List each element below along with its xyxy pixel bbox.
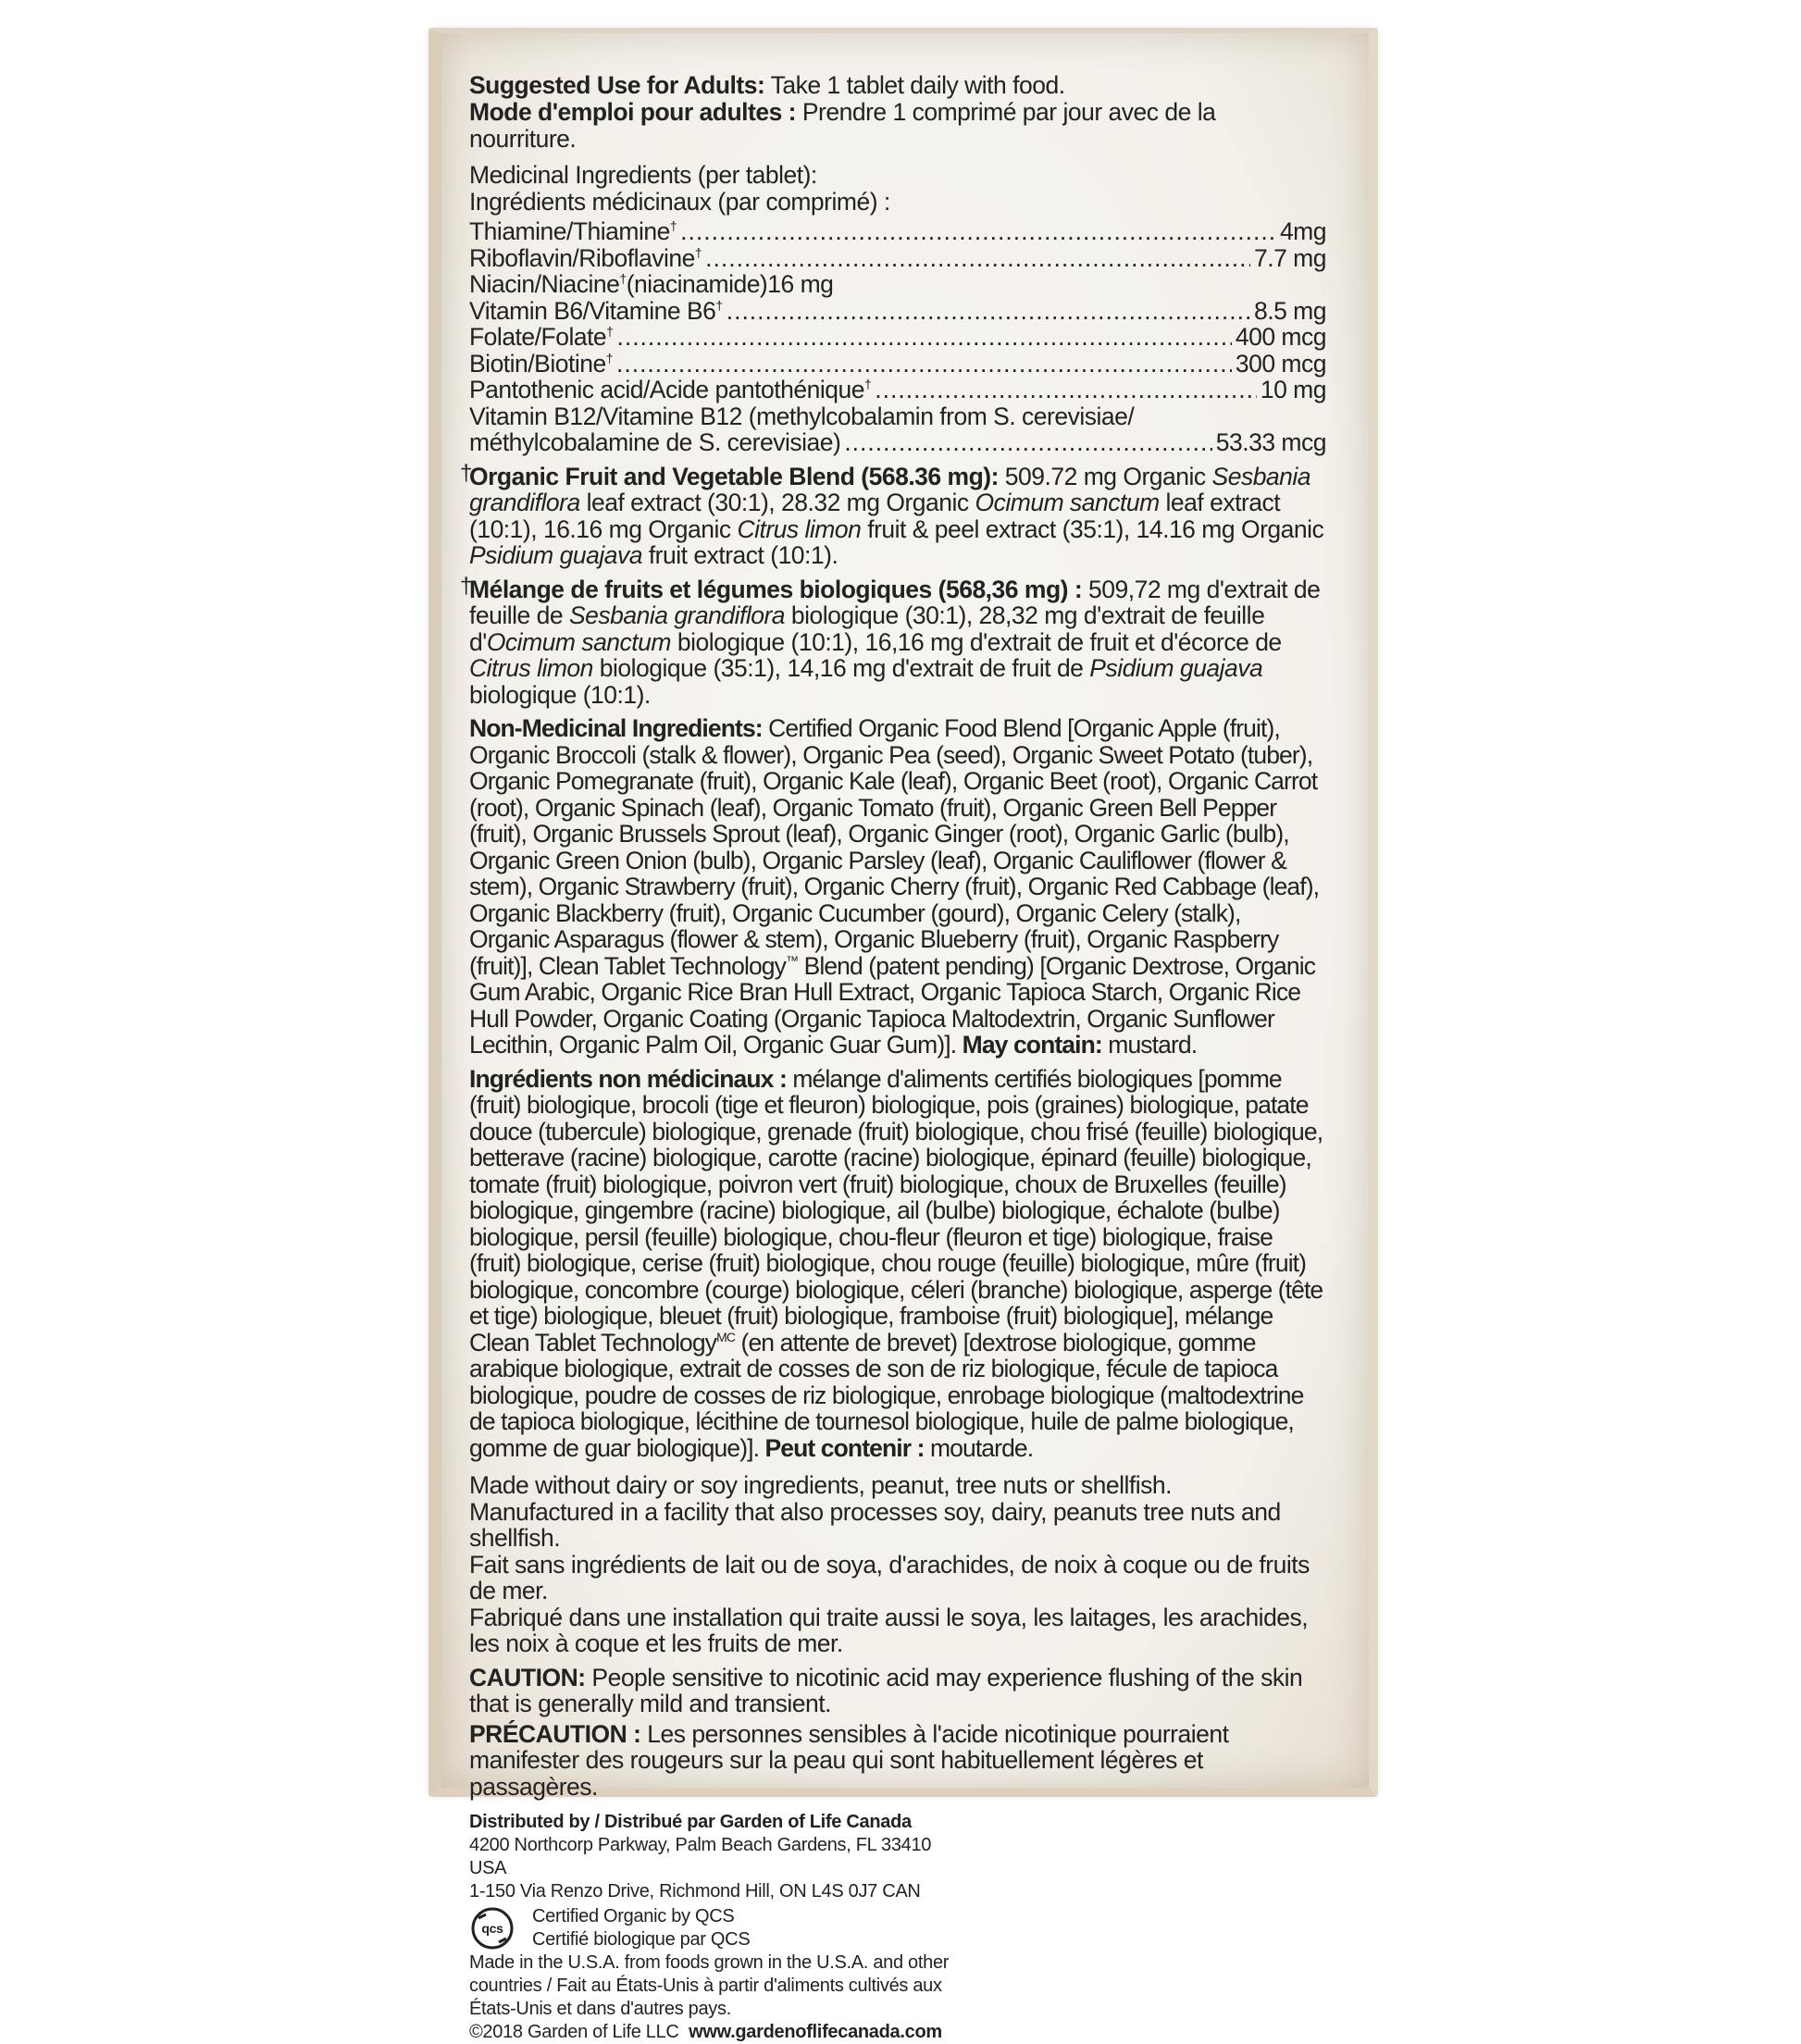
qcs-logo-text: qcs bbox=[481, 1921, 503, 1936]
non-medicinal-en-text: Certified Organic Food Blend [Organic Apple (fruit), Organic Broccoli (stalk & flower), Organic Pea (seed), Organic Sweet Potato (tuber), Organic Pomegranate (fruit), Organic Kale (leaf), Organic Beet (root), Organic Carrot (root), Organic Spinach (leaf), Organic Tomato (fruit), Organic Green Bell Pepper (fruit), Organic Brussels Sprout (leaf), Organic Ginger (root), Organic Garlic (bulb), Organic Green Onion (bulb), Organic Parsley (leaf), Organic Cauliflower (flower & stem), Organic Strawberry (fruit), Organic Cherry (fruit), Organic Red Cabbage (leaf), Organic Blackberry (fruit), Organic Cucumber (gourd), Organic Celery (stalk), Organic Asparagus (flower & stem), Organic Blueberry (fruit), Organic Raspberry (fruit)], Clean Tablet Technology bbox=[469, 714, 1320, 980]
blend-fr-text: 509,72 mg d'extrait de feuille de bbox=[469, 575, 1321, 629]
blend-en-text: fruit extract (10:1). bbox=[641, 541, 838, 569]
blend-fr-text: biologique (10:1), 16,16 mg d'extrait de fruit et d'écorce de bbox=[670, 627, 1282, 656]
supplement-label-panel bbox=[429, 28, 1378, 2042]
dot-leader bbox=[616, 351, 1232, 378]
ingredient-amount: 4mg bbox=[1279, 217, 1326, 245]
ingredient-row bbox=[469, 377, 1326, 403]
non-medicinal-fr-text: (en attente de brevet) [dextrose biologique, gomme arabique biologique, extrait de cosses de son de riz biologique, fécule de tapioca biologique, poudre de cosses de riz biologique, enrobage biologique (maltodextrine de tapioca biologique, lécithine de tournesol biologique, huile de palme biologique, gomme de guar biologique)]. bbox=[469, 1328, 1304, 1462]
botanical-name: Psidium guajava bbox=[1089, 654, 1263, 682]
non-medicinal-en-text: Blend (patent pending) [Organic Dextrose, Organic Gum Arabic, Organic Rice Bran Hull Extract, Organic Tapioca Starch, Organic Rice Hull Powder, Organic Coating (Organic Tapioca Maltodextrin, Organic Sunflower Lecithin, Organic Palm Oil, Organic Guar Gum)]. bbox=[469, 951, 1316, 1059]
dagger-mark: † bbox=[694, 244, 702, 260]
ingredient-name: Niacin/Niacine bbox=[469, 270, 620, 298]
dagger-mark: † bbox=[460, 460, 472, 486]
qcs-certification bbox=[469, 1905, 950, 1951]
may-contain-label: Peut contenir : bbox=[764, 1433, 925, 1462]
caution-en-label: CAUTION: bbox=[469, 1663, 586, 1691]
ingredient-name: Riboflavin/Riboflavine bbox=[469, 243, 695, 272]
dagger-mark: † bbox=[606, 324, 614, 340]
botanical-name: Sesbania grandiflora bbox=[469, 462, 1311, 516]
country-of-origin: Made in the U.S.A. from foods grown in the U.S.A. and other countries / Fait au États-Unis à partir d'aliments cultivés aux États-Unis et dans d'autres pays. bbox=[469, 1952, 950, 2019]
blend-fr-text: biologique (10:1). bbox=[469, 680, 651, 709]
suggested-use-fr-label: Mode d'emploi pour adultes : bbox=[469, 98, 797, 126]
suggested-use-fr bbox=[469, 99, 1326, 153]
distributor-label: Distributed by / Distribué par Garden of Life Canada bbox=[469, 1812, 912, 1832]
ingredient-amount: 10 mg bbox=[1260, 376, 1326, 403]
distributor-address-ca: 1-150 Via Renzo Drive, Richmond Hill, ON L4S 0J7 CAN bbox=[469, 1881, 921, 1902]
dot-leader bbox=[705, 245, 1250, 272]
allergen-line: Made without dairy or soy ingredients, peanut, tree nuts or shellfish. bbox=[469, 1471, 1172, 1499]
caution-fr-label: PRÉCAUTION : bbox=[469, 1719, 641, 1748]
non-medicinal-fr-text: mélange d'aliments certifiés biologiques [pomme (fruit) biologique, brocoli (tige et fleuron) biologique, pois (graines) biologique, patate douce (tubercule) biologique, grenade (fruit) biologique, chou frisé (feuille) biologique, betterave (racine) biologique, carotte (racine) biologique, épinard (feuille) biologique, tomate (fruit) biologique, poivron vert (fruit) biologique, choux de Bruxelles (feuille) biologique, gingembre (racine) biologique, ail (bulbe) biologique, échalote (bulbe) biologique, persil (feuille) biologique, chou-fleur (fleuron et tige) biologique, fraise (fruit) biologique, cerise (fruit) biologique, chou rouge (feuille) biologique, mûre (fruit) biologique, concombre (courge) biologique, céleri (branche) biologique, asperge (tête et tige) biologique, bleuet (fruit) biologique, framboise (fruit) biologique], mélange Clean Tablet Technology bbox=[469, 1064, 1323, 1356]
ingredient-name: Folate/Folate bbox=[469, 323, 607, 351]
organic-blend-fr bbox=[460, 573, 1326, 709]
botanical-name: Ocimum sanctum bbox=[486, 627, 671, 656]
suggested-use bbox=[469, 72, 1326, 153]
ingredient-amount: 53.33 mcg bbox=[1215, 428, 1326, 456]
footer-line bbox=[469, 2021, 950, 2044]
may-contain-label: May contain: bbox=[962, 1031, 1102, 1059]
trademark-mark: MC bbox=[716, 1329, 736, 1344]
dot-leader bbox=[616, 324, 1231, 351]
distributor-info bbox=[469, 1811, 950, 2044]
dot-leader bbox=[680, 218, 1276, 245]
ingredient-amount: (niacinamide)16 mg bbox=[626, 270, 834, 298]
certified-fr: Certifié biologique par QCS bbox=[532, 1929, 751, 1950]
copyright-text: ©2018 Garden of Life LLC bbox=[469, 2022, 679, 2042]
blend-en-text: leaf extract (30:1), 28.32 mg Organic bbox=[579, 489, 975, 516]
ingredient-amount: 7.7 mg bbox=[1253, 243, 1326, 272]
medicinal-heading-en: Medicinal Ingredients (per tablet): bbox=[469, 161, 817, 189]
distributor-address-us: 4200 Northcorp Parkway, Palm Beach Gardens, FL 33410 USA bbox=[469, 1835, 932, 1878]
suggested-use-en-text: Take 1 tablet daily with food. bbox=[764, 71, 1065, 99]
botanical-name: Citrus limon bbox=[737, 514, 862, 543]
ingredient-row bbox=[469, 324, 1326, 351]
ingredient-row bbox=[469, 245, 1326, 272]
ingredient-amount: 300 mcg bbox=[1235, 349, 1326, 378]
botanical-name: Sesbania grandiflora bbox=[568, 601, 786, 629]
allergen-line: Manufactured in a facility that also processes soy, dairy, peanuts tree nuts and shellfish. bbox=[469, 1497, 1281, 1552]
may-contain-text: mustard. bbox=[1101, 1031, 1198, 1059]
botanical-name: Citrus limon bbox=[469, 654, 593, 682]
blend-en-text: 509.72 mg Organic bbox=[998, 462, 1212, 490]
blend-en-label: Organic Fruit and Vegetable Blend (568.36 mg): bbox=[469, 462, 999, 490]
medicinal-heading-fr: Ingrédients médicinaux (par comprimé) : bbox=[469, 187, 890, 216]
ingredient-name: méthylcobalamine de S. cerevisiae) bbox=[469, 428, 841, 456]
ingredient-row bbox=[469, 218, 1326, 245]
non-medicinal-fr-label: Ingrédients non médicinaux : bbox=[469, 1064, 787, 1093]
ingredient-name: Vitamin B6/Vitamine B6 bbox=[469, 296, 716, 325]
qcs-text bbox=[532, 1905, 750, 1951]
botanical-name: Psidium guajava bbox=[469, 541, 642, 569]
non-medicinal-en-label: Non-Medicinal Ingredients: bbox=[469, 714, 763, 742]
caution-fr bbox=[469, 1721, 1326, 1801]
blend-fr-label: Mélange de fruits et légumes biologiques (568,36 mg) : bbox=[469, 575, 1083, 603]
dagger-mark: † bbox=[605, 350, 613, 365]
website-link[interactable]: www.gardenoflifecanada.com bbox=[689, 2022, 942, 2042]
non-medicinal-fr bbox=[469, 1066, 1326, 1462]
suggested-use-en bbox=[469, 72, 1326, 99]
ingredient-row bbox=[469, 429, 1326, 456]
blend-en-text: fruit & peel extract (35:1), 14.16 mg Organic bbox=[861, 514, 1324, 543]
ingredient-b12-line1: Vitamin B12/Vitamine B12 (methylcobalamin from S. cerevisiae/ bbox=[469, 402, 1135, 430]
ingredient-amount: 400 mcg bbox=[1235, 323, 1326, 351]
blend-en-text: leaf extract (10:1), 16.16 mg Organic bbox=[469, 489, 1281, 543]
botanical-name: Ocimum sanctum bbox=[975, 489, 1160, 516]
ingredient-name: Biotin/Biotine bbox=[469, 349, 606, 378]
certified-en: Certified Organic by QCS bbox=[532, 1906, 735, 1926]
ingredient-name: Pantothenic acid/Acide pantothénique bbox=[469, 376, 864, 403]
allergen-line: Fabriqué dans une installation qui traite aussi le soya, les laitages, les arachides, les noix à coque et les fruits de mer. bbox=[469, 1603, 1309, 1657]
dagger-mark: † bbox=[669, 218, 677, 234]
ingredient-row bbox=[469, 271, 1326, 298]
ingredient-row bbox=[469, 298, 1326, 325]
caution-fr-text: Les personnes sensibles à l'acide nicotinique pourraient manifester des rougeurs sur la peau qui sont habituellement légères et passagères. bbox=[469, 1719, 1229, 1801]
qcs-logo-icon bbox=[469, 1905, 515, 1951]
caution-en bbox=[469, 1665, 1326, 1717]
dagger-mark: † bbox=[863, 377, 872, 392]
dagger-mark: † bbox=[460, 573, 472, 599]
dot-leader bbox=[727, 298, 1250, 325]
dot-leader bbox=[844, 429, 1211, 456]
trademark-mark: ™ bbox=[786, 952, 799, 968]
may-contain-text: moutarde. bbox=[924, 1433, 1034, 1462]
allergen-line: Fait sans ingrédients de lait ou de soya, d'arachides, de noix à coque ou de fruits de mer. bbox=[469, 1550, 1310, 1604]
ingredient-name: Thiamine/Thiamine bbox=[469, 217, 670, 245]
dagger-mark: † bbox=[715, 297, 723, 313]
medicinal-ingredients bbox=[469, 162, 1326, 456]
non-medicinal-en bbox=[469, 715, 1326, 1059]
organic-blend-en bbox=[460, 460, 1326, 569]
ingredient-row bbox=[469, 351, 1326, 378]
ingredient-amount: 8.5 mg bbox=[1253, 296, 1326, 325]
dagger-mark: † bbox=[619, 271, 627, 287]
suggested-use-en-label: Suggested Use for Adults: bbox=[469, 71, 765, 99]
suggested-use-fr-text: Prendre 1 comprimé par jour avec de la nourriture. bbox=[469, 98, 1216, 153]
dot-leader bbox=[875, 377, 1257, 403]
caution-en-text: People sensitive to nicotinic acid may experience flushing of the skin that is generally mild and transient. bbox=[469, 1663, 1303, 1717]
blend-fr-text: biologique (30:1), 28,32 mg d'extrait de feuille d' bbox=[469, 601, 1265, 656]
blend-fr-text: biologique (35:1), 14,16 mg d'extrait de fruit de bbox=[592, 654, 1090, 682]
allergen-statement bbox=[469, 1472, 1326, 1657]
